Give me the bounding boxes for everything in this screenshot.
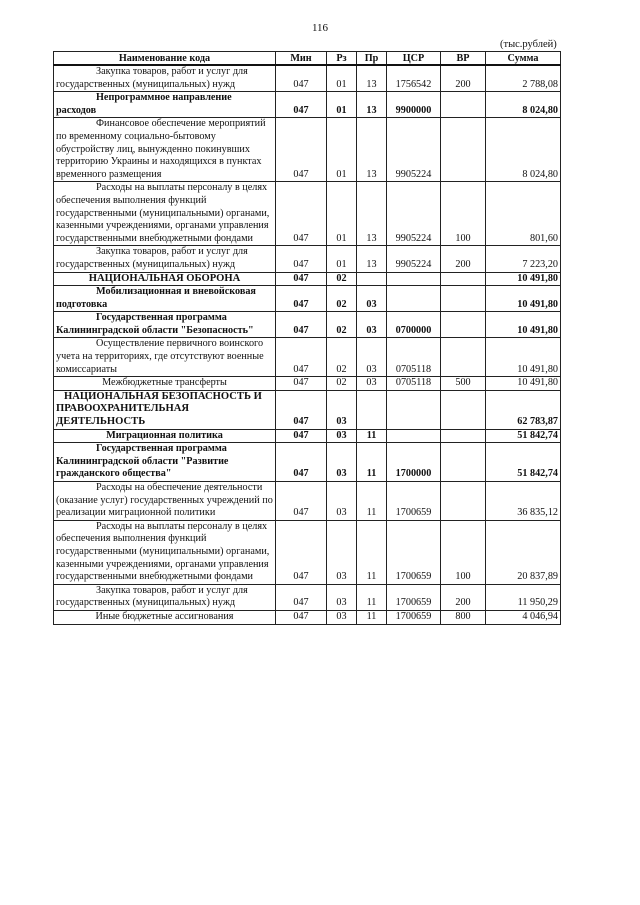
table-row	[54, 390, 561, 429]
cell-csr: 0700000	[387, 312, 441, 338]
cell-csr: 1756542	[387, 65, 441, 92]
cell-min: 047	[276, 429, 327, 443]
cell-csr	[387, 429, 441, 443]
cell-rz: 02	[327, 338, 357, 377]
table-row	[54, 482, 561, 521]
cell-rz: 03	[327, 584, 357, 610]
cell-rz: 03	[327, 520, 357, 584]
cell-rz: 01	[327, 246, 357, 272]
cell-pr: 13	[357, 92, 387, 118]
cell-vr	[441, 429, 486, 443]
cell-sum: 36 835,12	[486, 482, 561, 521]
table-row	[54, 520, 561, 584]
table-row	[54, 286, 561, 312]
cell-pr: 03	[357, 377, 387, 391]
cell-vr: 100	[441, 182, 486, 246]
cell-sum: 62 783,87	[486, 390, 561, 429]
cell-rz: 02	[327, 312, 357, 338]
cell-name: Закупка товаров, работ и услуг для государственных (муниципальных) нужд	[54, 246, 276, 272]
table-row	[54, 443, 561, 482]
table-row	[54, 272, 561, 286]
table-row	[54, 610, 561, 624]
header-pr: Пр	[357, 52, 387, 66]
cell-sum: 10 491,80	[486, 286, 561, 312]
cell-min: 047	[276, 390, 327, 429]
cell-pr	[357, 390, 387, 429]
cell-csr	[387, 272, 441, 286]
cell-csr	[387, 286, 441, 312]
cell-sum: 4 046,94	[486, 610, 561, 624]
cell-csr: 1700659	[387, 584, 441, 610]
cell-pr: 11	[357, 584, 387, 610]
cell-vr	[441, 482, 486, 521]
cell-vr: 100	[441, 520, 486, 584]
cell-csr: 1700000	[387, 443, 441, 482]
cell-vr	[441, 338, 486, 377]
cell-pr: 13	[357, 246, 387, 272]
cell-min: 047	[276, 443, 327, 482]
cell-vr	[441, 286, 486, 312]
cell-sum: 10 491,80	[486, 377, 561, 391]
table-row	[54, 584, 561, 610]
cell-min: 047	[276, 520, 327, 584]
cell-vr	[441, 312, 486, 338]
cell-min: 047	[276, 118, 327, 182]
cell-rz: 01	[327, 182, 357, 246]
table-row	[54, 118, 561, 182]
header-csr: ЦСР	[387, 52, 441, 66]
cell-name: Государственная программа Калининградской области "Развитие гражданского общества"	[54, 443, 276, 482]
cell-rz: 03	[327, 390, 357, 429]
cell-sum: 11 950,29	[486, 584, 561, 610]
cell-name: Иные бюджетные ассигнования	[54, 610, 276, 624]
cell-vr	[441, 92, 486, 118]
header-name: Наименование кода	[54, 52, 276, 66]
cell-sum: 8 024,80	[486, 92, 561, 118]
cell-vr: 200	[441, 246, 486, 272]
cell-rz: 03	[327, 610, 357, 624]
cell-csr	[387, 390, 441, 429]
cell-name: Непрограммное направление расходов	[54, 92, 276, 118]
cell-csr: 9905224	[387, 118, 441, 182]
cell-min: 047	[276, 338, 327, 377]
cell-min: 047	[276, 92, 327, 118]
cell-csr: 1700659	[387, 610, 441, 624]
cell-name: Межбюджетные трансферты	[54, 377, 276, 391]
table-row	[54, 182, 561, 246]
cell-pr: 11	[357, 520, 387, 584]
unit-note: (тыс.рублей)	[500, 39, 557, 50]
cell-rz: 01	[327, 118, 357, 182]
cell-pr: 03	[357, 338, 387, 377]
table-row	[54, 429, 561, 443]
cell-csr: 0705118	[387, 377, 441, 391]
cell-csr: 9905224	[387, 246, 441, 272]
header-rz: Рз	[327, 52, 357, 66]
cell-sum: 51 842,74	[486, 443, 561, 482]
cell-name: Расходы на выплаты персоналу в целях обеспечения выполнения функций государственными (муниципальными) органами, казенными учреждениями, органами управления государственными внебюджетными фондами	[54, 520, 276, 584]
cell-min: 047	[276, 246, 327, 272]
cell-vr	[441, 443, 486, 482]
cell-name: Финансовое обеспечение мероприятий по временному социально-бытовому обустройству лиц, вынужденно покинувших территорию Украины и находящихся в пунктах временного размещения	[54, 118, 276, 182]
cell-name: Закупка товаров, работ и услуг для государственных (муниципальных) нужд	[54, 65, 276, 92]
cell-sum: 10 491,80	[486, 312, 561, 338]
cell-min: 047	[276, 272, 327, 286]
cell-rz: 03	[327, 482, 357, 521]
cell-pr: 03	[357, 286, 387, 312]
cell-min: 047	[276, 286, 327, 312]
cell-pr: 11	[357, 443, 387, 482]
cell-rz: 01	[327, 92, 357, 118]
cell-rz: 01	[327, 65, 357, 92]
cell-sum: 10 491,80	[486, 272, 561, 286]
cell-sum: 801,60	[486, 182, 561, 246]
cell-vr: 200	[441, 65, 486, 92]
cell-min: 047	[276, 584, 327, 610]
cell-csr: 9905224	[387, 182, 441, 246]
cell-csr: 1700659	[387, 482, 441, 521]
cell-name: Осуществление первичного воинского учета на территориях, где отсутствуют военные комиссариаты	[54, 338, 276, 377]
table-row	[54, 246, 561, 272]
cell-csr: 0705118	[387, 338, 441, 377]
table-row	[54, 312, 561, 338]
cell-name: Мобилизационная и вневойсковая подготовка	[54, 286, 276, 312]
cell-csr: 1700659	[387, 520, 441, 584]
cell-sum: 10 491,80	[486, 338, 561, 377]
table-header-row	[54, 52, 561, 66]
cell-min: 047	[276, 312, 327, 338]
cell-min: 047	[276, 182, 327, 246]
cell-name: Закупка товаров, работ и услуг для государственных (муниципальных) нужд	[54, 584, 276, 610]
cell-rz: 03	[327, 443, 357, 482]
cell-name: НАЦИОНАЛЬНАЯ БЕЗОПАСНОСТЬ И ПРАВООХРАНИТЕЛЬНАЯ ДЕЯТЕЛЬНОСТЬ	[54, 390, 276, 429]
cell-vr: 500	[441, 377, 486, 391]
cell-pr: 11	[357, 610, 387, 624]
cell-min: 047	[276, 377, 327, 391]
page-number: 116	[311, 22, 329, 34]
cell-pr: 13	[357, 65, 387, 92]
cell-csr: 9900000	[387, 92, 441, 118]
cell-pr: 11	[357, 482, 387, 521]
cell-pr	[357, 272, 387, 286]
cell-pr: 11	[357, 429, 387, 443]
table-row	[54, 65, 561, 92]
cell-pr: 13	[357, 182, 387, 246]
cell-sum: 20 837,89	[486, 520, 561, 584]
header-vr: ВР	[441, 52, 486, 66]
cell-name: Миграционная политика	[54, 429, 276, 443]
header-sum: Сумма	[486, 52, 561, 66]
table-row	[54, 377, 561, 391]
cell-pr: 03	[357, 312, 387, 338]
table-row	[54, 92, 561, 118]
cell-rz: 02	[327, 286, 357, 312]
cell-sum: 51 842,74	[486, 429, 561, 443]
cell-vr: 200	[441, 584, 486, 610]
cell-vr	[441, 272, 486, 286]
header-min: Мин	[276, 52, 327, 66]
cell-sum: 8 024,80	[486, 118, 561, 182]
cell-rz: 03	[327, 429, 357, 443]
cell-sum: 2 788,08	[486, 65, 561, 92]
cell-min: 047	[276, 610, 327, 624]
cell-vr: 800	[441, 610, 486, 624]
cell-vr	[441, 390, 486, 429]
cell-rz: 02	[327, 272, 357, 286]
cell-vr	[441, 118, 486, 182]
cell-min: 047	[276, 65, 327, 92]
cell-name: Государственная программа Калининградской области "Безопасность"	[54, 312, 276, 338]
cell-sum: 7 223,20	[486, 246, 561, 272]
cell-name: Расходы на обеспечение деятельности (оказание услуг) государственных учреждений по реализации миграционной политики	[54, 482, 276, 521]
cell-min: 047	[276, 482, 327, 521]
cell-name: Расходы на выплаты персоналу в целях обеспечения выполнения функций государственными (муниципальными) органами, казенными учреждениями, органами управления государственными внебюджетными фондами	[54, 182, 276, 246]
cell-rz: 02	[327, 377, 357, 391]
budget-table	[53, 51, 561, 625]
cell-pr: 13	[357, 118, 387, 182]
table-row	[54, 338, 561, 377]
cell-name: НАЦИОНАЛЬНАЯ ОБОРОНА	[54, 272, 276, 286]
